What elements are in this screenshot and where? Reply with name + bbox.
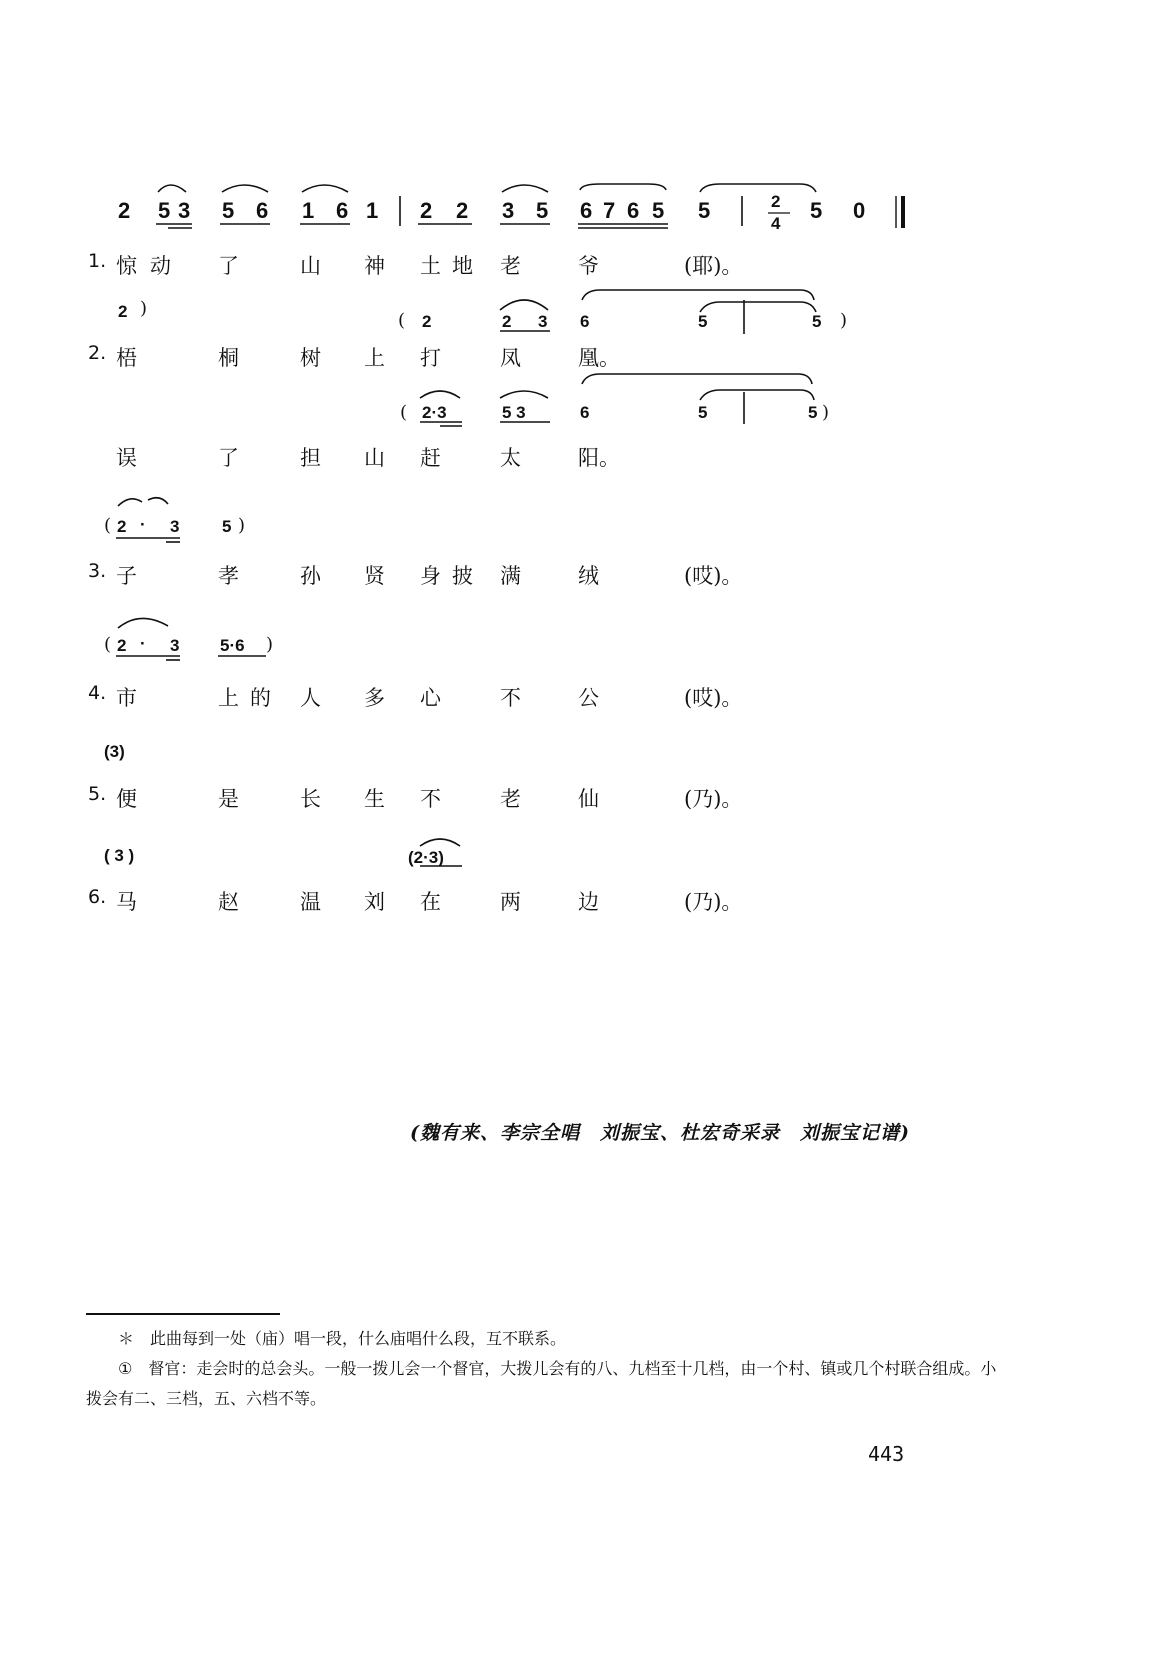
credit-line: (魏有来、李宗全唱 刘振宝、杜宏奇采录 刘振宝记谱) bbox=[410, 1122, 910, 1144]
interlude-note: 2 bbox=[502, 312, 512, 331]
interlude-note: (2·3) bbox=[408, 848, 444, 867]
lyric-char: 长 bbox=[300, 787, 321, 811]
slur-mark bbox=[500, 300, 548, 310]
lyric-char: 梧 bbox=[116, 346, 137, 370]
note: 2 bbox=[420, 198, 433, 223]
lyric-char: 心 bbox=[420, 686, 441, 710]
note: 5 bbox=[536, 198, 549, 223]
interlude-note: 5 bbox=[808, 403, 818, 422]
lyric-char: 两 bbox=[500, 890, 521, 914]
note: 1 bbox=[302, 198, 315, 223]
lyric-char: 地 bbox=[452, 254, 473, 278]
note: 0 bbox=[853, 198, 866, 223]
interlude-paren: ) bbox=[140, 298, 148, 319]
interlude-paren: ( bbox=[400, 402, 408, 423]
slur-mark bbox=[302, 185, 348, 192]
interlude-note: 2 bbox=[117, 636, 127, 655]
lyric-char: 不 bbox=[420, 787, 441, 811]
lyric-char: 阳。 bbox=[578, 446, 620, 470]
lyric-char: 不 bbox=[500, 686, 521, 710]
interlude-note: 6 bbox=[580, 312, 590, 331]
note: 5 bbox=[810, 198, 823, 223]
lyric-char: 赵 bbox=[218, 890, 239, 914]
interlude-paren: ) bbox=[840, 310, 848, 331]
lyric-char: 桐 bbox=[218, 346, 239, 370]
lyric-char: 神 bbox=[364, 254, 385, 278]
lyric-char: 上 bbox=[218, 686, 239, 710]
slur-mark bbox=[118, 618, 168, 628]
lyric-tail: (哎)。 bbox=[684, 564, 743, 588]
interlude-dot: · bbox=[140, 515, 146, 534]
slur-mark bbox=[700, 302, 816, 312]
slur-mark bbox=[158, 185, 186, 192]
lyric-char: 打 bbox=[420, 346, 441, 370]
interlude-note: 3 bbox=[170, 517, 180, 536]
note: 5 bbox=[652, 198, 665, 223]
lyric-char: 孙 bbox=[300, 564, 321, 588]
lyric-char: 公 bbox=[578, 686, 599, 710]
slur-mark bbox=[580, 184, 666, 190]
slur-mark bbox=[420, 391, 460, 398]
slur-mark bbox=[420, 839, 460, 846]
note: 3 bbox=[502, 198, 515, 223]
lyric-char: 赶 bbox=[420, 446, 441, 470]
lyric-char: 了 bbox=[218, 254, 239, 278]
slur-mark bbox=[582, 290, 814, 300]
note: 5 bbox=[158, 198, 171, 223]
note: 6 bbox=[256, 198, 269, 223]
note: 6 bbox=[580, 198, 593, 223]
lyric-char: 多 bbox=[364, 686, 385, 710]
note: 7 bbox=[603, 198, 616, 223]
lyric-char: 人 bbox=[300, 686, 321, 710]
interlude-note: 2 bbox=[422, 312, 432, 331]
lyric-char: 子 bbox=[116, 564, 137, 588]
verse-number: 6. bbox=[88, 886, 107, 908]
lyric-char: 土 bbox=[420, 254, 441, 278]
lyric-char: 老 bbox=[500, 254, 521, 278]
interlude-note: 3 bbox=[170, 636, 180, 655]
lyric-char: 太 bbox=[500, 446, 521, 470]
interlude-paren: ) bbox=[266, 634, 274, 655]
interlude-note: 2 bbox=[117, 517, 127, 536]
lyric-char: 的 bbox=[250, 686, 271, 710]
interlude-paren: ( bbox=[104, 515, 112, 536]
time-signature-top: 2 bbox=[771, 192, 781, 211]
verse-number: 2. bbox=[88, 342, 107, 364]
lyric-tail: (乃)。 bbox=[684, 787, 743, 811]
lyric-char: 马 bbox=[116, 890, 137, 914]
footnote-rule bbox=[86, 1313, 280, 1315]
slur-mark bbox=[700, 184, 816, 192]
lyric-char: 山 bbox=[300, 254, 321, 278]
verse-number: 4. bbox=[88, 682, 107, 704]
lyric-char: 爷 bbox=[578, 254, 599, 278]
lyric-char: 温 bbox=[300, 890, 321, 914]
footnote: ＊ 此曲每到一处（庙）唱一段，什么庙唱什么段，互不联系。 bbox=[118, 1329, 567, 1348]
interlude-note: 2 bbox=[118, 302, 128, 321]
verse-number: 1. bbox=[88, 250, 107, 272]
slur-mark bbox=[222, 185, 268, 192]
verse-number: 3. bbox=[88, 560, 107, 582]
interlude-note: 5 bbox=[698, 403, 708, 422]
lyric-char: 树 bbox=[300, 346, 321, 370]
interlude-paren: ) bbox=[238, 515, 246, 536]
lyric-char: 仙 bbox=[578, 787, 599, 811]
lyric-char: 上 bbox=[364, 346, 385, 370]
lyric-char: 误 bbox=[116, 446, 137, 470]
interlude-paren: ) bbox=[822, 402, 830, 423]
lyric-char: 了 bbox=[218, 446, 239, 470]
footnote: 拨会有二、三档，五、六档不等。 bbox=[86, 1389, 327, 1408]
lyric-char: 市 bbox=[116, 686, 137, 710]
interlude-note: 5 bbox=[698, 312, 708, 331]
lyric-char: 贤 bbox=[364, 564, 385, 588]
lyric-char: 是 bbox=[218, 787, 239, 811]
time-signature-bottom: 4 bbox=[771, 214, 781, 233]
page-number: 443 bbox=[868, 1442, 905, 1466]
lyric-char: 老 bbox=[500, 787, 521, 811]
lyric-char: 动 bbox=[150, 254, 171, 278]
interlude-note: 3 bbox=[538, 312, 548, 331]
interlude-note: 5·6 bbox=[220, 636, 245, 655]
slur-mark bbox=[118, 498, 168, 506]
lyric-char: 生 bbox=[364, 787, 385, 811]
note: 2 bbox=[118, 198, 131, 223]
note: 3 bbox=[178, 198, 191, 223]
interlude-note: (3) bbox=[104, 742, 125, 761]
note: 1 bbox=[366, 198, 379, 223]
footnote: ① 督官：走会时的总会头。一般一拨儿会一个督官，大拨儿会有的八、九档至十几档，由一个村、镇或几个村联合组成。小 bbox=[118, 1359, 997, 1378]
lyric-char: 山 bbox=[364, 446, 385, 470]
verse-number: 5. bbox=[88, 783, 107, 805]
slur-mark bbox=[700, 390, 814, 400]
interlude-note: ( 3 ) bbox=[104, 846, 135, 865]
lyric-char: 满 bbox=[500, 564, 521, 588]
interlude-note: 6 bbox=[580, 403, 590, 422]
lyric-char: 身 bbox=[420, 564, 441, 588]
interlude-dot: · bbox=[140, 634, 146, 653]
note: 6 bbox=[627, 198, 640, 223]
interlude-paren: ( bbox=[398, 310, 406, 331]
lyric-char: 凰。 bbox=[578, 346, 620, 370]
lyric-char: 凤 bbox=[500, 346, 521, 370]
note: 6 bbox=[336, 198, 349, 223]
interlude-note: 5 3 bbox=[502, 403, 526, 422]
note: 5 bbox=[222, 198, 235, 223]
lyric-char: 担 bbox=[300, 446, 321, 470]
lyric-char: 便 bbox=[116, 787, 137, 811]
interlude-note: 2·3 bbox=[422, 403, 447, 422]
lyric-tail: (耶)。 bbox=[684, 254, 743, 278]
slur-mark bbox=[502, 185, 548, 192]
lyric-char: 刘 bbox=[364, 890, 385, 914]
interlude-paren: ( bbox=[104, 634, 112, 655]
slur-mark bbox=[500, 391, 548, 398]
lyric-char: 孝 bbox=[218, 564, 239, 588]
interlude-note: 5 bbox=[812, 312, 822, 331]
note: 2 bbox=[456, 198, 469, 223]
lyric-char: 绒 bbox=[578, 564, 599, 588]
lyric-char: 惊 bbox=[116, 254, 137, 278]
note: 5 bbox=[698, 198, 711, 223]
lyric-char: 披 bbox=[452, 564, 473, 588]
lyric-tail: (哎)。 bbox=[684, 686, 743, 710]
lyric-char: 在 bbox=[420, 890, 441, 914]
interlude-note: 5 bbox=[222, 517, 232, 536]
lyric-char: 边 bbox=[578, 890, 599, 914]
lyric-tail: (乃)。 bbox=[684, 890, 743, 914]
slur-mark bbox=[582, 374, 812, 384]
